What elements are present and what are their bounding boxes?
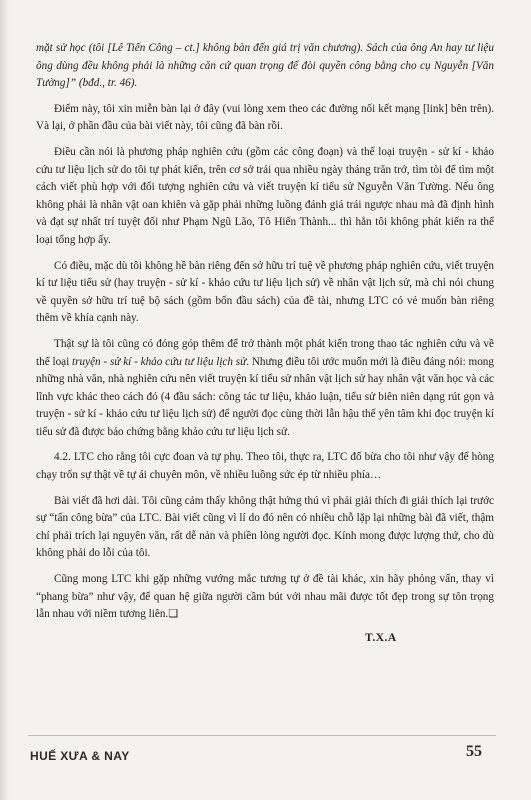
paragraph-3: Có điều, mặc dù tôi không hề bàn riêng đến sở hữu trí tuệ về phương pháp nghiên cứu, viết truyện kí tư liệu tiểu sử (hay truyện - sử kí - khảo cứu tư liệu lịch sử) về nhân vật lịch sử, mà chỉ nói chung về quyền sở hữu trí tuệ bộ sách (gồm bốn đầu sách) của đề tài, nhưng LTC có vẻ muốn bàn riêng thêm về khía cạnh này. [36, 259, 494, 325]
paragraph-7 [36, 571, 494, 624]
paragraph-7-text: Cũng mong LTC khi gặp những vướng mắc tương tự ở đề tài khác, xin hãy phỏng vấn, thay vì “phang bừa” như vậy, để quan hệ giữa người cầm bút với nhau mãi được tốt đẹp trong sự tôn trọng lẫn nhau với niềm tương liên. [36, 573, 494, 621]
paragraph-1: Điểm này, tôi xin miễn bàn lại ở đây (vui lòng xem theo các đường nối kết mạng [link] bên trên). Và lại, ở phần đầu của bài viết này, tôi cũng đã bàn rồi. [36, 102, 494, 133]
end-mark-icon: ❑ [168, 608, 179, 621]
page-number: 55 [466, 743, 482, 760]
paragraph-2: Điều cần nói là phương pháp nghiên cứu (gồm các công đoạn) và thể loại truyện - sử kí - khảo cứu tư liệu lịch sử do tôi tự phát kiến, trên cơ sở trải qua nhiều ngày tháng trăn trở, tìm tòi để tìm một cách viết phù hợp với đối tượng nghiên cứu và viết truyện kí tiểu sử Nguyễn Văn Tường. Nếu ông không phải là nhân vật oan khiên và gặp phải những luồng đánh giá trái ngược nhau mà đã định hình và đạt sự nhất trí tuyệt đối như Phạm Ngũ Lão, Tô Hiến Thành... thì hẳn tôi không phát kiến ra thể loại tổng hợp ấy. [36, 145, 494, 246]
genre-italic-term: truyện - sử kí - khảo cứu tư liệu lịch sử [72, 355, 247, 368]
author-signature: T.X.A [365, 632, 397, 644]
paragraph-4-text: Thật sự là tôi cũng có đóng góp thêm để trở thành một phát kiến trong thao tác nghiên cứu và về thể loại [36, 337, 494, 368]
paragraph-6: Bài viết đã hơi dài. Tôi cũng cảm thấy không thật hứng thú vì phải giải thích đi giải thích lại trước sự “tấn công bừa” của LTC. Bài viết cũng vì lí do đó nên có nhiều chỗ lặp lại những bài đã viết, thậm chí phải trích lại nguyên văn, rất dễ nản và phiền lòng người đọc. Kính mong được lượng thứ, cho dù không phải do lỗi của tôi. [36, 494, 494, 560]
footer-divider [28, 735, 496, 736]
magazine-title: HUẾ XƯA & NAY [30, 749, 130, 763]
paragraph-5: 4.2. LTC cho rằng tôi cực đoan và tự phụ. Theo tôi, thực ra, LTC đổ bừa cho tôi như vậy để hòng chạy trốn sự thật về tự ái chuyên môn, về nhiều luồng sức ép từ nhiều phía… [36, 451, 494, 482]
paragraph-quote-continuation: mặt sử học (tôi [Lê Tiến Công – ct.] không bàn đến giá trị văn chương). Sách của ông An hay tư liệu ông dùng đều không phải là những căn cứ quan trọng để đòi quyền công bằng cho cụ Nguyễn [Văn Tường]” (bđd., tr. 46). [36, 42, 494, 90]
page-spine-shadow [0, 0, 9, 800]
paragraph-4 [36, 336, 494, 442]
article-body [36, 40, 494, 632]
paragraph-4-text-cont: . Nhưng điều tôi ước muốn mới là điều đáng nói: mong những nhà văn, nhà nghiên cứu nên viết truyện kí tiểu sử nhân vật lịch sử hay nhân vật văn học và các lĩnh vực khác theo cách đó (4 đầu sách: công tác tư liệu, khảo luận, tiểu sử biên niên dạng rút gọn và truyện - sử kí - khảo cứu tư liệu lịch sử) để người đọc cùng thời lẫn hậu thế yên tâm khi đọc truyện kí tiểu sử đã được bảo chứng bằng khảo cứu tư liệu lịch sử. [36, 355, 494, 438]
